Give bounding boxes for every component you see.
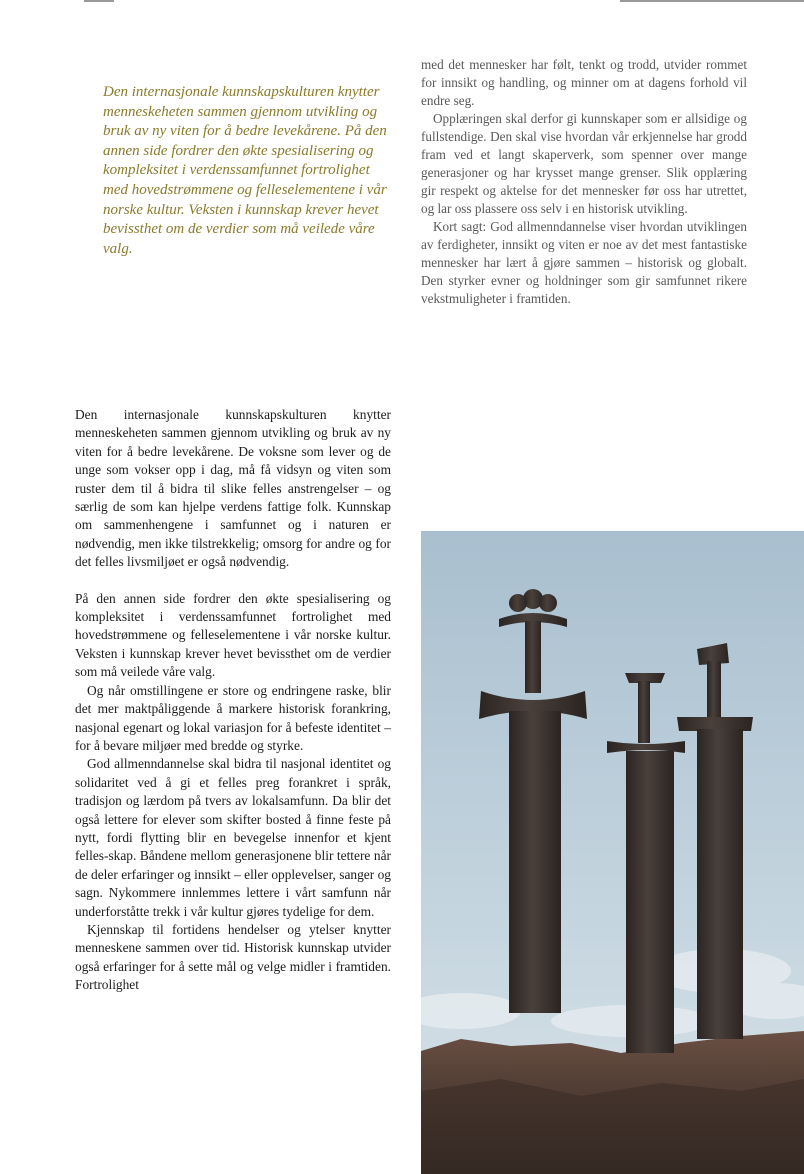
paragraph: Og når omstillingene er store og endringene raske, blir det mer maktpåliggende å markere historisk forankring, nasjonal egenart og lokal variasjon for å befeste identitet – for å bevare miljøer med bredde og styrke.	[75, 682, 391, 753]
paragraph: God allmenndannelse skal bidra til nasjonal identitet og solidaritet ved å gi et felles preg forankret i språk, tradisjon og lærdom på tvers av lokalsamfunn. Da blir det også lettere for elever som skifter bosted å finne feste på nytt, fordi flytting blir en bevegelse innenfor et kjent felles-skap. Båndene mellom generasjonene blir tettere når de deler erfaringer og innsikt – eller opplevelser, sanger og sagn. Nykommere innlemmes lettere i vårt samfunn når underforståtte trekk i vår kultur gjøres tydelige for dem.	[75, 756, 391, 919]
photo-illustration	[421, 531, 804, 1174]
pull-quote	[103, 83, 393, 259]
paragraph: Kort sagt: God allmenndannelse viser hvordan utviklingen av ferdigheter, innsikt og viten er noe av det mest fantastiske mennesker har lært å gjøre sammen – historisk og globalt. Den styrker evner og holdninger som gir samfunnet rikere vekstmuligheter i framtiden.	[421, 219, 747, 306]
paragraph: Kjennskap til fortidens hendelser og ytelser knytter menneskene sammen over tid. Historisk kunnskap utvider også erfaringer for å sette mål og velge midler i framtiden. Fortrolighet	[75, 921, 391, 993]
paragraph: På den annen side fordrer den økte spesialisering og kompleksitet i verdenssamfunnet fortrolighet med hovedstrømmene og felleselementene i vår norske kultur. Veksten i kunnskap krever hevet bevissthet om de verdier som må veilede våre valg.	[75, 590, 391, 680]
paragraph: Den internasjonale kunnskapskulturen knytter menneskeheten sammen gjennom utvikling og bruk av ny viten for å bedre levekårene. De voksne som lever og de unge som vokser opp i dag, må få vidsyn og viten som ruster dem til å bidra til slike felles anstrengelser – og særlig de som kan hjelpe verdens fattige folk. Kunnskap om sammenhengene i samfunnet og i naturen er nødvendig, men ikke tilstrekkelig; omsorg for andre og for det felles livsmiljøet er også nødvendig.	[75, 407, 391, 570]
swords-in-rock-photo	[421, 531, 804, 1174]
top-rule-left	[84, 0, 114, 2]
main-text-column	[75, 406, 391, 995]
right-text-column	[421, 56, 747, 308]
paragraph: med det mennesker har følt, tenkt og trodd, utvider rommet for innsikt og handling, og minner om at dagens forhold vil endre seg.	[421, 57, 747, 108]
top-rule-right	[620, 0, 804, 2]
paragraph: Opplæringen skal derfor gi kunnskaper som er allsidige og fullstendige. Den skal vise hvordan vår erkjennelse har grodd fram ved et langt skaperverk, som spenner over mange generasjoner og har krysset mange grenser. Slik opplæring gir respekt og aktelse for det mennesker før oss har utrettet, og lar oss plassere oss selv i en historisk utvikling.	[421, 111, 747, 216]
pull-quote-text: Den internasjonale kunnskapskulturen knytter menneskeheten sammen gjennom utvikling og bruk av ny viten for å bedre levekårene. På den annen side fordrer den økte spesialisering og kompleksitet i verdenssamfunnet fortrolighet med hovedstrømmene og felleselementene i vår norske kultur. Veksten i kunnskap krever hevet bevissthet om de verdier som må veilede våre valg.	[103, 84, 387, 257]
